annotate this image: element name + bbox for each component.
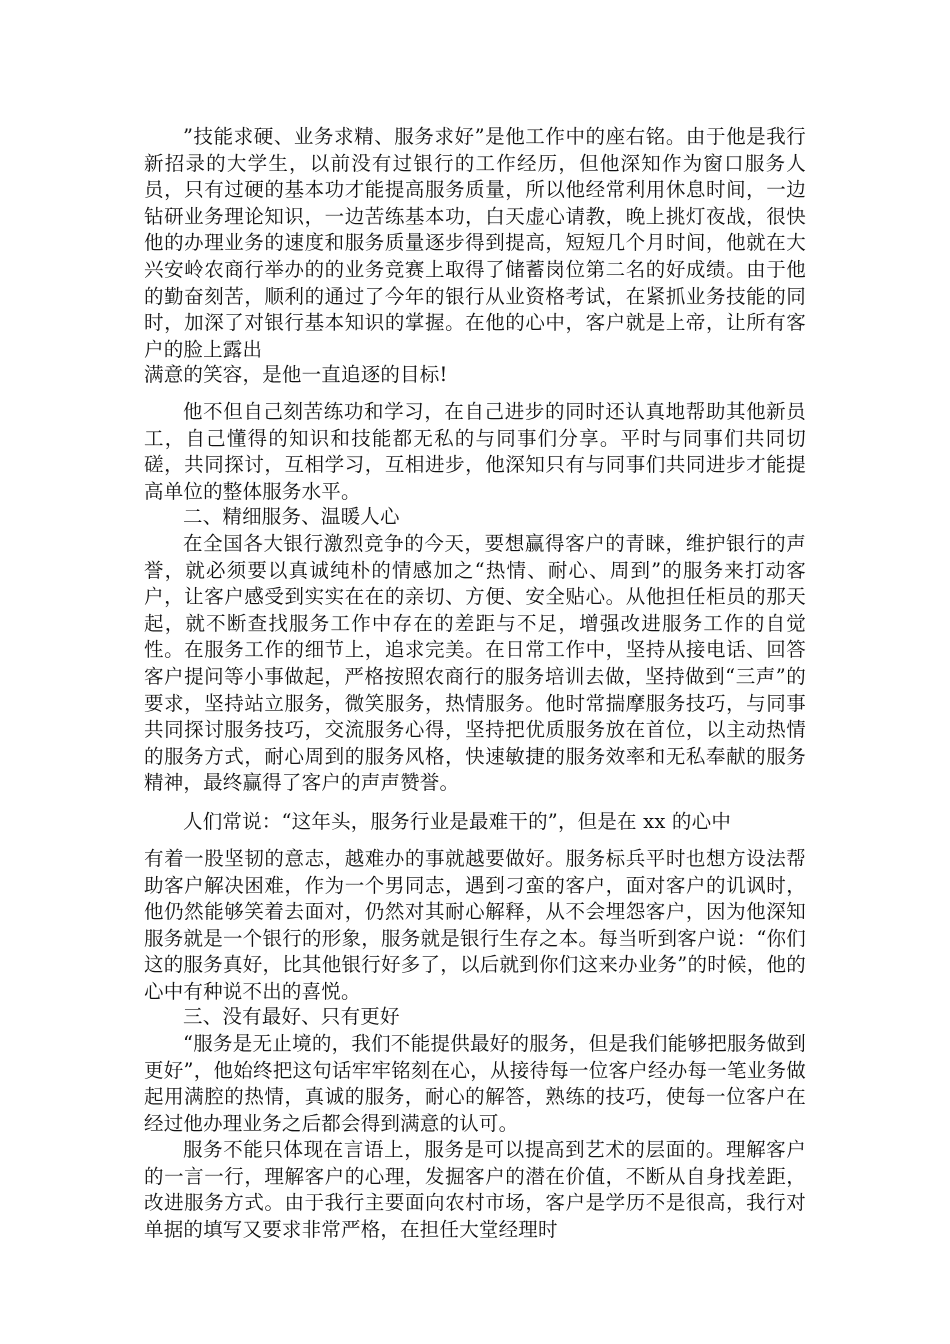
paragraph-no-best: “服务是无止境的，我们不能提供最好的服务，但是我们能够把服务做到更好”，他始终把这句话牢牢铭刻在心，从接待每一位客户经办每一笔业务做起用满腔的热情，真诚的服务，耐心的解答，熟练的技巧，使每一位客户在经过他办理业务之后都会得到满意的认可。 (144, 1032, 806, 1135)
paragraph-refined-service: 在全国各大银行激烈竞争的今天，要想赢得客户的青睐，维护银行的声誉，就必须要以真诚纯朴的情感加之“热情、耐心、周到”的服务来打动客户，让客户感受到实实在在的亲切、方便、安全贴心。从他担任柜员的那天起，就不断查找服务工作中存在的差距与不足，增强改进服务工作的自觉性。在服务工作的细节上，追求完美。在日常工作中，坚持从接电话、回答客户提问等小事做起，严格按照农商行的服务培训去做，坚持做到“三声”的要求，坚持站立服务，微笑服务，热情服务。他时常揣摩服务技巧，与同事共同探讨服务技巧，交流服务心得，坚持把优质服务放在首位，以主动热情的服务方式，耐心周到的服务风格，快速敏捷的服务效率和无私奉献的服务精神，最终赢得了客户的声声赞誉。 (144, 532, 806, 795)
paragraph-helping-colleagues: 他不但自己刻苦练功和学习，在自己进步的同时还认真地帮助其他新员工，自己懂得的知识和技能都无私的与同事们分享。平时与同事们共同切磋，共同探讨，互相学习，互相进步，他深知只有与同事们共同进步才能提高单位的整体服务水平。 (144, 400, 806, 503)
paragraph-people-say: 有着一股坚韧的意志，越难办的事就越要做好。服务标兵平时也想方设法帮助客户解决困难，作为一个男同志，遇到刁蛮的客户，面对客户的讥讽时，他仍然能够笑着去面对，仍然对其耐心解释，从不会埋怨客户，因为他深知服务就是一个银行的形象，服务就是银行生存之本。每当听到客户说：“你们这的服务真好，比其他银行好多了，以后就到你们这来办业务”的时候，他的心中有种说不出的喜悦。 (144, 847, 806, 1003)
paragraph-service-art: 服务不能只体现在言语上，服务是可以提高到艺术的层面的。理解客户的一言一行，理解客户的心理，发掘客户的潜在价值，不断从自身找差距，改进服务方式。由于我行主要面向农村市场，客户是学历不是很高，我行对单据的填写又要求非常严格，在担任大堂经理时 (144, 1138, 806, 1241)
section-heading-2: 二、精细服务、温暖人心 (183, 505, 400, 528)
paragraph-motto: ”技能求硬、业务求精、服务求好”是他工作中的座右铭。由于他是我行新招录的大学生，以前没有过银行的工作经历，但他深知作为窗口服务人员，只有过硬的基本功才能提高服务质量，所以他经常利用休息时间，一边钻研业务理论知识，一边苦练基本功，白天虚心请教，晚上挑灯夜战，很快他的办理业务的速度和服务质量逐步得到提高，短短几个月时间，他就在大兴安岭农商行举办的的业务竞赛上取得了储蓄岗位第二名的好成绩。由于他的勤奋刻苦，顺利的通过了今年的银行从业资格考试，在紧抓业务技能的同时，加深了对银行基本知识的掌握。在他的心中，客户就是上帝，让所有客户的脸上露出 (144, 125, 806, 361)
paragraph-motto-tail: 满意的笑容，是他一直追逐的目标! (144, 363, 448, 386)
paragraph-people-say-head: 人们常说：“这年头，服务行业是最难干的”，但是在 xx 的心中 (183, 810, 732, 833)
section-heading-3: 三、没有最好、只有更好 (183, 1005, 400, 1028)
